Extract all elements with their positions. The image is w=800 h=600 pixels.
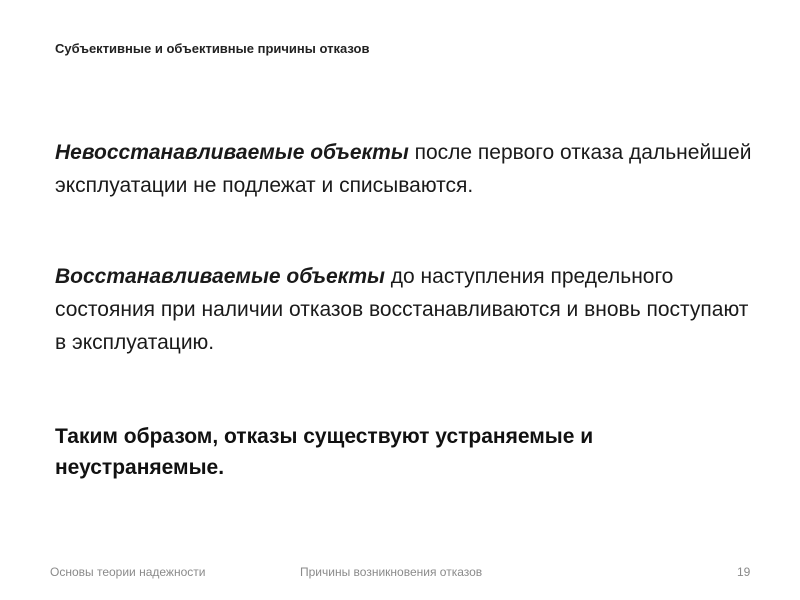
term-restorable-objects: Восстанавливаемые объекты (55, 265, 385, 288)
conclusion-text: Таким образом, отказы существуют устраняемые и неустраняемые. (55, 425, 594, 479)
page-number: 19 (737, 565, 751, 579)
term-non-restorable-objects: Невосстанавливаемые объекты (55, 141, 409, 164)
slide-title: Субъективные и объективные причины отказов (55, 41, 370, 56)
paragraph-restorable-text: до наступления предельного состояния при наличии отказов восстанавливаются и вновь поступают в эксплуатацию. (55, 265, 749, 354)
paragraph-non-restorable (55, 136, 755, 202)
paragraph-restorable (55, 260, 755, 359)
footer-course-name: Основы теории надежности (50, 565, 206, 579)
footer-topic: Причины возникновения отказов (300, 565, 483, 579)
paragraph-non-restorable-text: после первого отказа дальнейшей эксплуатации не подлежат и списываются. (55, 141, 752, 197)
